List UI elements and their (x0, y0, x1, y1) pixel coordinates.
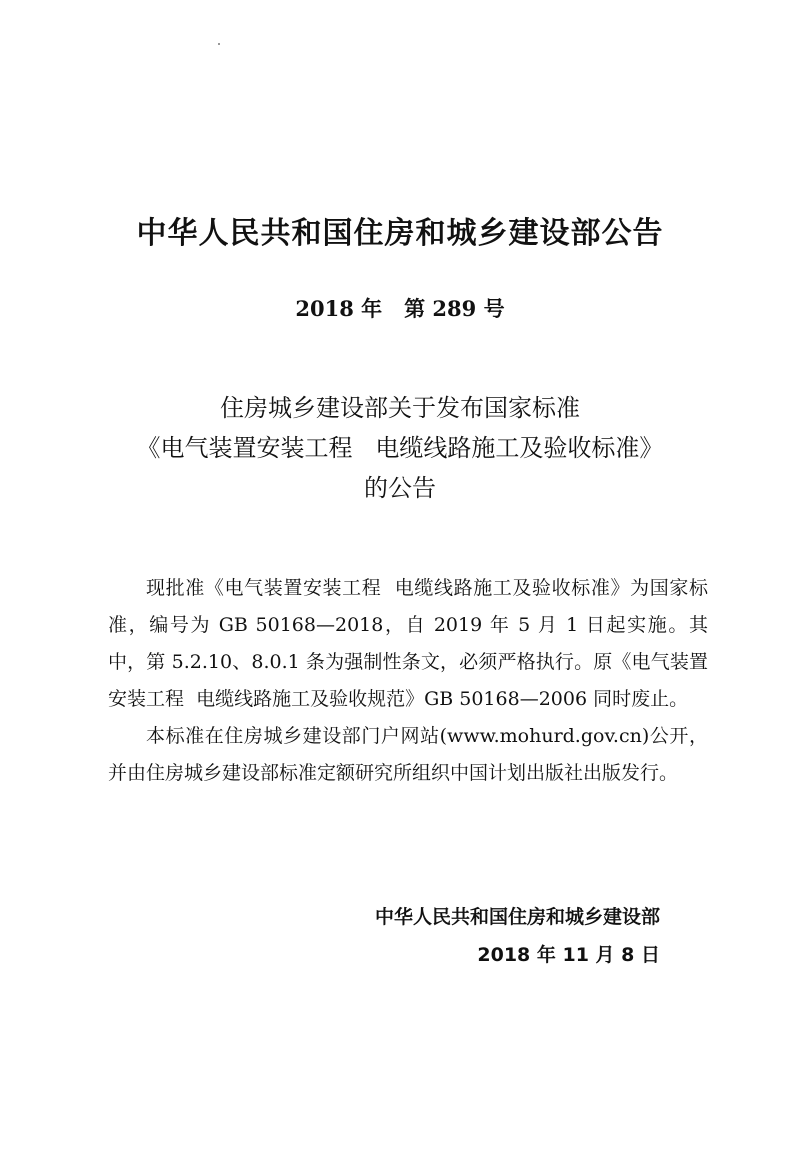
notice-heading: 中华人民共和国住房和城乡建设部公告 (136, 216, 664, 251)
issue-number: 2018 年 第 289 号 (295, 296, 505, 321)
subtitle-line: 《电气装置安装工程 电缆线路施工及验收标准》 (136, 434, 664, 462)
subtitle-line: 住房城乡建设部关于发布国家标准 (220, 394, 580, 422)
subtitle-line: 的公告 (364, 474, 436, 502)
body-paragraph: 现批准《电气装置安装工程 电缆线路施工及验收标准》为国家标准，编号为 GB 50168—2018，自 2019 年 5 月 1 日起实施。其中，第 5.2.10、8.0.1 条为强制性条文，必须严格执行。原《电气装置安装工程 电缆线路施工及验收规范》GB 50168—2006 同时废止。 (108, 577, 708, 710)
notice-subtitle (0, 388, 800, 508)
body-paragraph: 本标准在住房城乡建设部门户网站(www.mohurd.gov.cn)公开，并由住房城乡建设部标准定额研究所组织中国计划出版社出版发行。 (108, 725, 708, 784)
issuer-name: 中华人民共和国住房和城乡建设部 (374, 906, 660, 928)
scan-speck (218, 43, 220, 45)
issue-date: 2018 年 11 月 8 日 (477, 944, 660, 966)
notice-body (108, 570, 708, 792)
signature-block (300, 898, 660, 974)
